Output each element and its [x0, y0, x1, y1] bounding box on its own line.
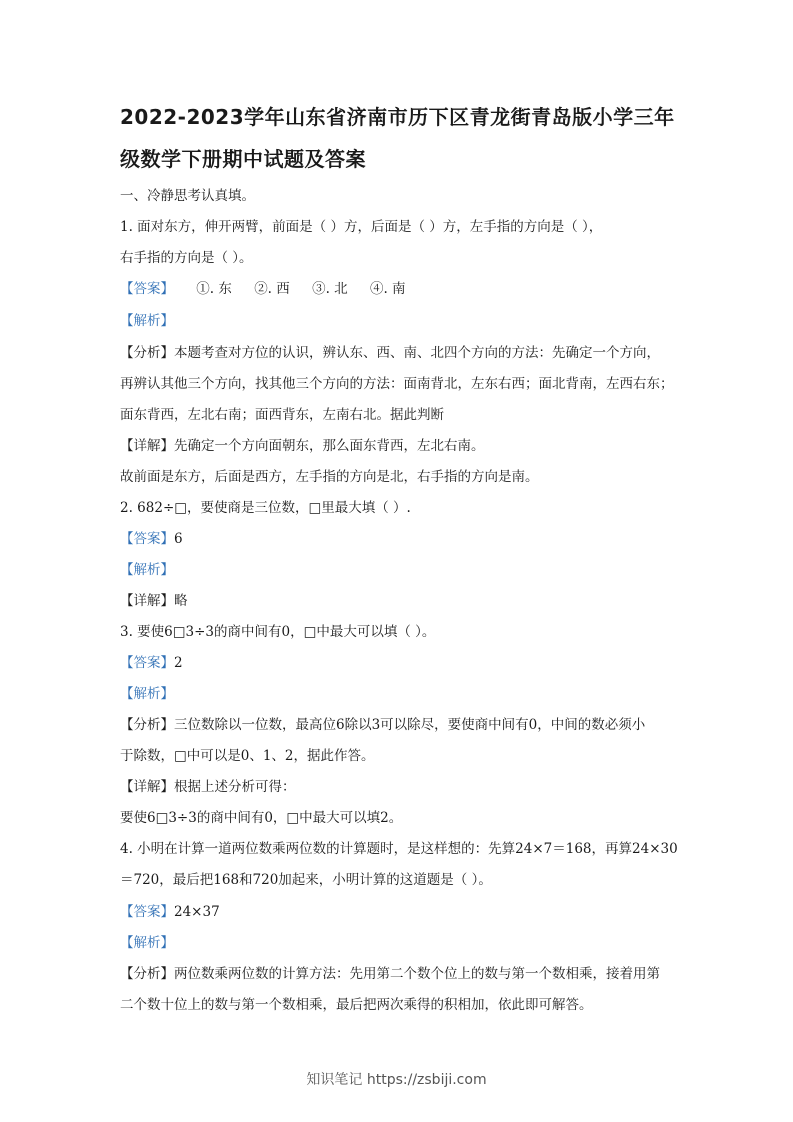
- q3-xiangjie-line-1: [120, 777, 690, 797]
- q1-xiangjie-line-1: [120, 436, 690, 456]
- q1-fenxi-line-1: [120, 343, 690, 363]
- fenxi-tag: 【分析】: [120, 717, 174, 733]
- fenxi-tag: 【分析】: [120, 345, 174, 361]
- fenxi-text: 两位数乘两位数的计算方法：先用第二个数个位上的数与第一个数相乘，接着用第: [174, 966, 660, 982]
- answer-value: 2: [174, 655, 183, 671]
- answer-option: ①. 东: [196, 281, 232, 297]
- q4-fenxi-line-1: [120, 964, 690, 984]
- footer-watermark: 知识笔记 https://zsbiji.com: [306, 1072, 487, 1088]
- q1-text-line-2: 右手指的方向是（ ）。: [120, 250, 253, 266]
- xiangjie-text: 根据上述分析可得：: [174, 779, 296, 795]
- fenxi-text: 三位数除以一位数，最高位6除以3可以除尽，要使商中间有0，中间的数必须小: [174, 717, 646, 733]
- q4-fenxi-line-2: 二个数十位上的数与第一个数相乘，最后把两次乘得的积相加，依此即可解答。: [120, 997, 593, 1013]
- xiangjie-tag: 【详解】: [120, 438, 174, 454]
- fenxi-text: 本题考查对方位的认识，辨认东、西、南、北四个方向的方法：先确定一个方向，: [174, 345, 660, 361]
- answer-tag: 【答案】: [120, 655, 174, 671]
- answer-tag: 【答案】: [120, 904, 174, 920]
- xiangjie-tag: 【详解】: [120, 593, 174, 609]
- q1-text-line-1: 1. 面对东方，伸开两臂，前面是（ ）方，后面是（ ）方，左手指的方向是（ ），: [120, 219, 603, 235]
- title-line-2: 级数学下册期中试题及答案: [120, 147, 366, 171]
- q3-text-line-1: 3. 要使6□3÷3的商中间有0，□中最大可以填（ ）。: [120, 624, 436, 640]
- q3-answer-line: [120, 653, 690, 673]
- answer-value: 6: [174, 531, 183, 547]
- answer-option: ③. 北: [312, 281, 348, 297]
- xiangjie-text: 先确定一个方向面朝东，那么面东背西，左北右南。: [174, 438, 485, 454]
- q1-xiangjie-line-2: 故前面是东方，后面是西方，左手指的方向是北，右手指的方向是南。: [120, 469, 539, 485]
- q3-analysis-tag: 【解析】: [120, 686, 174, 702]
- xiangjie-tag: 【详解】: [120, 779, 174, 795]
- xiangjie-text: 略: [174, 593, 188, 609]
- q1-fenxi-line-3: 面东背西，左北右南；面西背东，左南右北。据此判断: [120, 407, 444, 423]
- q3-fenxi-line-2: 于除数，□中可以是0、1、2，据此作答。: [120, 748, 375, 764]
- q2-analysis-tag: 【解析】: [120, 562, 174, 578]
- q4-answer-line: [120, 902, 690, 922]
- q4-text-line-1: 4. 小明在计算一道两位数乘两位数的计算题时，是这样想的：先算24×7＝168，再算24×30: [120, 841, 678, 857]
- q2-answer-line: [120, 529, 690, 549]
- section-heading: 一、冷静思考认真填。: [120, 188, 255, 204]
- q4-text-line-2: ＝720，最后把168和720加起来，小明计算的这道题是（ ）。: [120, 872, 492, 888]
- title-line-1: 2022-2023学年山东省济南市历下区青龙街青岛版小学三年: [120, 105, 675, 129]
- answer-option: ②. 西: [254, 281, 290, 297]
- q1-analysis-tag: 【解析】: [120, 313, 174, 329]
- answer-tag: 【答案】: [120, 281, 174, 297]
- q3-xiangjie-line-2: 要使6□3÷3的商中间有0，□中最大可以填2。: [120, 810, 403, 826]
- q1-fenxi-line-2: 再辨认其他三个方向，找其他三个方向的方法：面南背北，左东右西；面北背南，左西右东；: [120, 376, 674, 392]
- answer-option: ④. 南: [369, 281, 406, 297]
- q4-analysis-tag: 【解析】: [120, 935, 174, 951]
- answer-value: 24×37: [174, 904, 220, 920]
- document-title: [120, 96, 680, 180]
- q2-text-line-1: 2. 682÷□，要使商是三位数，□里最大填（ ）.: [120, 500, 411, 516]
- fenxi-tag: 【分析】: [120, 966, 174, 982]
- q2-xiangjie-line-1: [120, 591, 690, 611]
- q1-answer-line: [120, 279, 690, 299]
- q3-fenxi-line-1: [120, 715, 690, 735]
- answer-tag: 【答案】: [120, 531, 174, 547]
